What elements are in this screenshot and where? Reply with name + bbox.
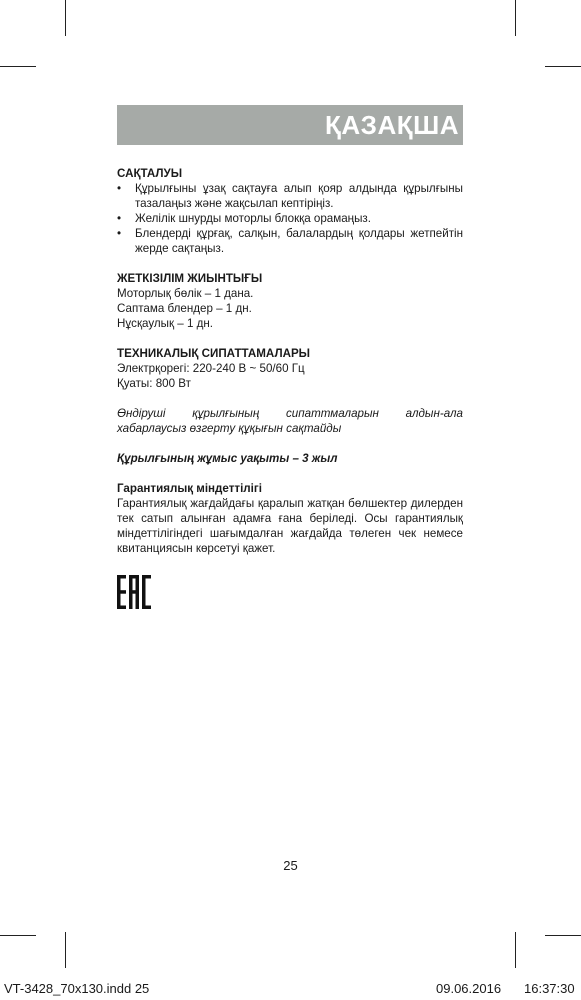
warranty-heading: Гарантиялық міндеттілігі xyxy=(117,482,262,495)
specs-heading: ТЕХНИКАЛЫҚ СИПАТТАМАЛАРЫ xyxy=(117,347,311,360)
footer-time: 16:37:30 xyxy=(524,981,575,996)
crop-mark xyxy=(65,0,66,36)
storage-heading: САҚТАЛУЫ xyxy=(117,167,183,180)
footer-date: 09.06.2016 xyxy=(436,981,502,996)
page-number: 25 xyxy=(283,858,298,873)
crop-mark xyxy=(0,935,36,936)
crop-mark xyxy=(0,66,36,67)
language-banner xyxy=(117,105,463,145)
crop-mark xyxy=(515,932,516,968)
delivery-heading: ЖЕТКІЗІЛІМ ЖИЫНТЫҒЫ xyxy=(117,272,263,285)
delivery-line: Саптама блендер – 1 дн. xyxy=(117,302,252,315)
list-item: • Желілік шнурды моторлы блокқа орамаңыз. xyxy=(117,211,463,226)
specs-line: Қуаты: 800 Вт xyxy=(117,377,191,390)
delivery-line: Моторлық бөлік – 1 дана. xyxy=(117,287,254,300)
crop-mark xyxy=(545,66,581,67)
list-item: • Блендерді құрғақ, салқын, балалардың қолдары жетпейтін жерде сақтаңыз. xyxy=(117,226,463,256)
warranty-text: Гарантиялық жағдайдағы қаралып жатқан бөлшектер дилерден тек сатып алынған адамға ғана беріледі. Осы гарантиялық міндеттілігіндегі шағымдалған жағдайда төлеген чек немесе квитанциясын көрсетуі қажет. xyxy=(117,497,463,555)
list-item: • Құрылғыны ұзақ сақтауға алып қояр алдында құрылғыны тазалаңыз және жақсылап кептіріңіз. xyxy=(117,181,463,211)
crop-mark xyxy=(545,935,581,936)
crop-mark xyxy=(515,0,516,36)
crop-mark xyxy=(65,932,66,968)
storage-list xyxy=(117,181,463,256)
delivery-line: Нұсқаулық – 1 дн. xyxy=(117,317,214,330)
manufacturer-notice: Өндіруші құрылғының сипаттмаларын алдын-ала хабарлаусыз өзгерту құқығын сақтайды xyxy=(117,407,463,435)
service-life: Құрылғының жұмыс уақыты – 3 жыл xyxy=(117,452,338,465)
footer-file: VT-3428_70x130.indd 25 xyxy=(4,981,150,996)
manual-content xyxy=(117,166,463,556)
eac-logo xyxy=(117,575,151,609)
page-title: ҚАЗАҚША xyxy=(325,110,459,140)
specs-line: Электрқорегі: 220-240 В ~ 50/60 Гц xyxy=(117,362,305,375)
